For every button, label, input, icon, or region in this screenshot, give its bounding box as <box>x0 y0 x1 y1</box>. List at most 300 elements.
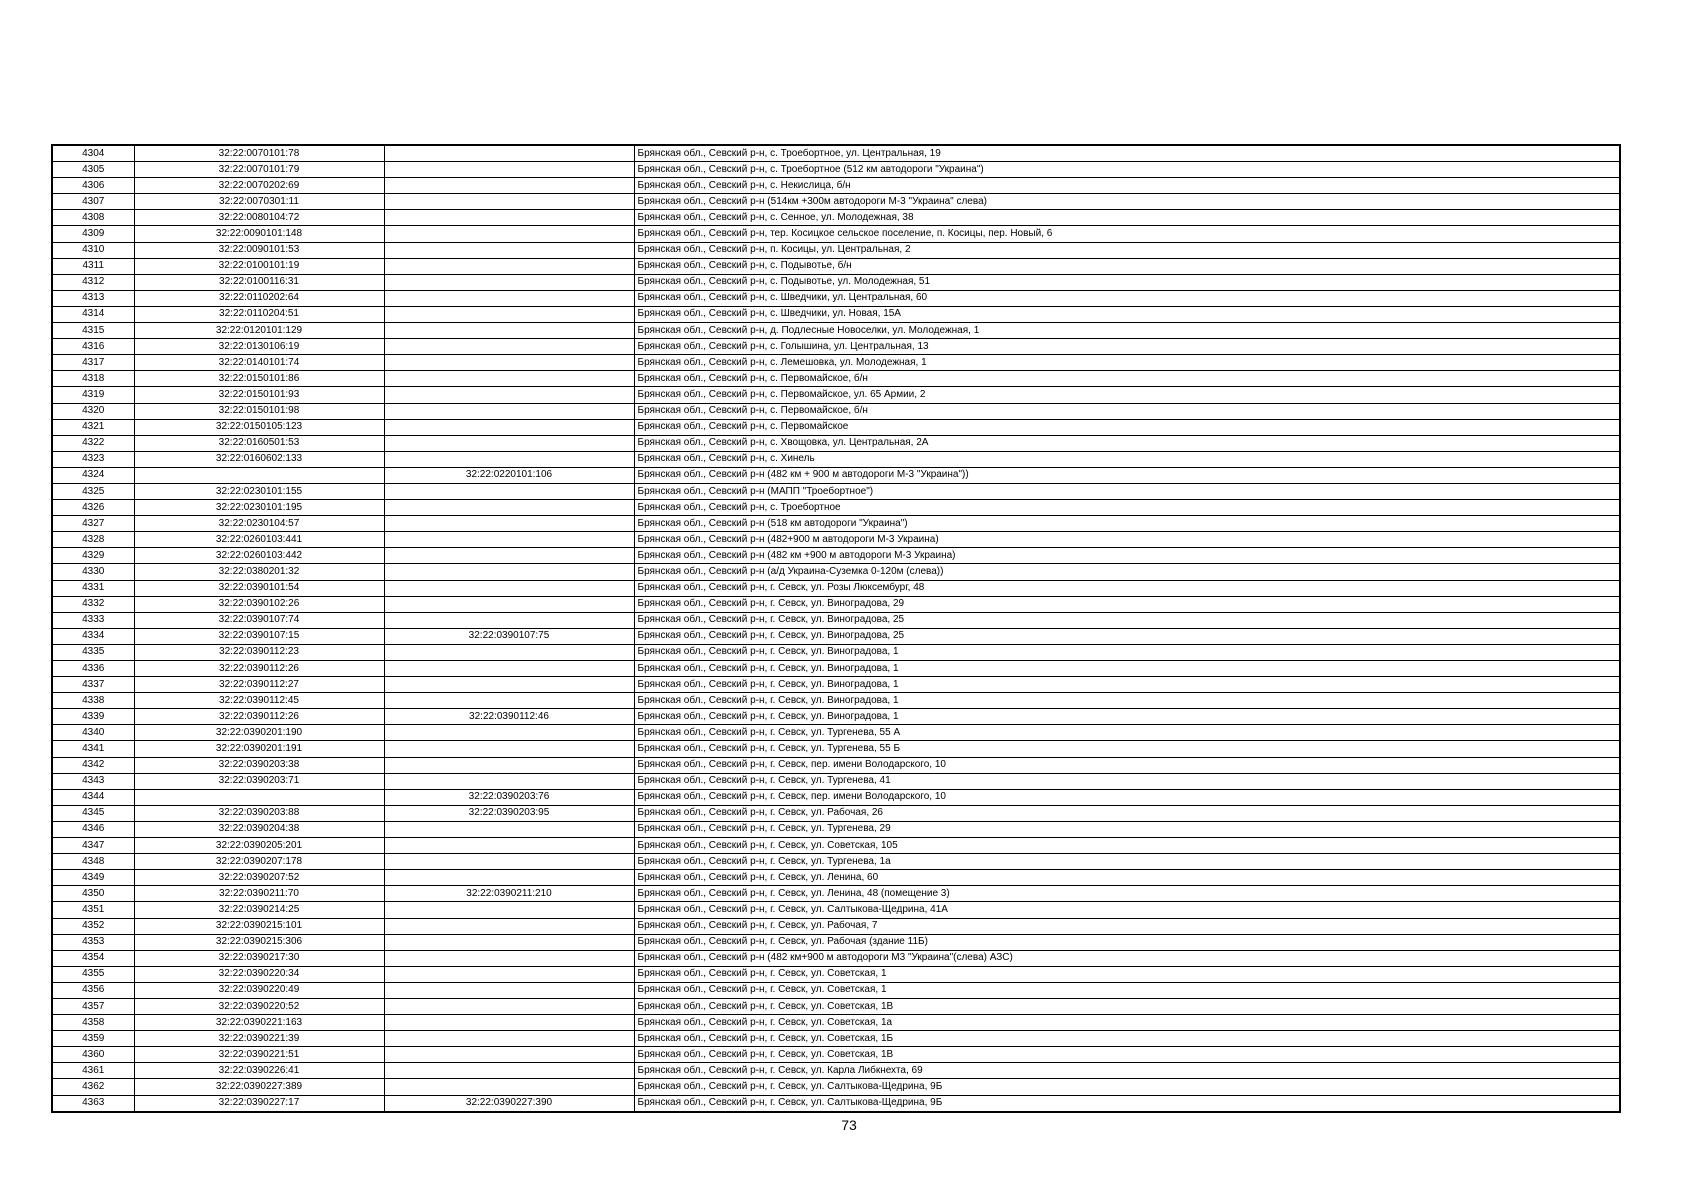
address-cell: Брянская обл., Севский р-н, г. Севск, ул. Розы Люксембург, 48 <box>634 580 1620 596</box>
cadastral-number-cell: 32:22:0390217:30 <box>134 950 384 966</box>
table-row <box>52 725 1620 741</box>
row-number-cell: 4357 <box>52 998 134 1014</box>
table-row <box>52 966 1620 982</box>
row-number-cell: 4316 <box>52 339 134 355</box>
address-cell: Брянская обл., Севский р-н, г. Севск, ул. Тургенева, 29 <box>634 821 1620 837</box>
cadastral-number-cell <box>134 467 384 483</box>
cadastral-number-cell: 32:22:0390203:88 <box>134 805 384 821</box>
row-number-cell: 4309 <box>52 226 134 242</box>
table-row <box>52 950 1620 966</box>
table-row <box>52 757 1620 773</box>
row-number-cell: 4308 <box>52 210 134 226</box>
address-cell: Брянская обл., Севский р-н, г. Севск, ул. Советская, 1 <box>634 966 1620 982</box>
parent-cadastral-cell <box>384 451 634 467</box>
address-cell: Брянская обл., Севский р-н (518 км автодороги "Украина") <box>634 516 1620 532</box>
address-cell: Брянская обл., Севский р-н, г. Севск, ул. Ленина, 60 <box>634 870 1620 886</box>
table-row <box>52 709 1620 725</box>
parent-cadastral-cell <box>384 483 634 499</box>
row-number-cell: 4323 <box>52 451 134 467</box>
row-number-cell: 4317 <box>52 355 134 371</box>
parent-cadastral-cell <box>384 162 634 178</box>
cadastral-number-cell: 32:22:0150101:93 <box>134 387 384 403</box>
parent-cadastral-cell <box>384 306 634 322</box>
table-row <box>52 339 1620 355</box>
table-row <box>52 998 1620 1014</box>
cadastral-number-cell: 32:22:0380201:32 <box>134 564 384 580</box>
row-number-cell: 4318 <box>52 371 134 387</box>
parent-cadastral-cell <box>384 773 634 789</box>
address-cell: Брянская обл., Севский р-н (482 км + 900 м автодороги М-3 "Украина")) <box>634 467 1620 483</box>
table-row <box>52 644 1620 660</box>
cadastral-number-cell: 32:22:0130106:19 <box>134 339 384 355</box>
row-number-cell: 4334 <box>52 628 134 644</box>
address-cell: Брянская обл., Севский р-н, г. Севск, ул. Рабочая (здание 11Б) <box>634 934 1620 950</box>
address-cell: Брянская обл., Севский р-н, с. Первомайское, б/н <box>634 403 1620 419</box>
cadastral-number-cell: 32:22:0260103:441 <box>134 532 384 548</box>
table-row <box>52 661 1620 677</box>
parent-cadastral-cell <box>384 1031 634 1047</box>
parent-cadastral-cell <box>384 532 634 548</box>
address-cell: Брянская обл., Севский р-н, г. Севск, ул. Рабочая, 26 <box>634 805 1620 821</box>
row-number-cell: 4330 <box>52 564 134 580</box>
row-number-cell: 4325 <box>52 483 134 499</box>
row-number-cell: 4340 <box>52 725 134 741</box>
table-row <box>52 306 1620 322</box>
address-cell: Брянская обл., Севский р-н, г. Севск, ул. Карла Либкнехта, 69 <box>634 1063 1620 1079</box>
parent-cadastral-cell <box>384 918 634 934</box>
address-cell: Брянская обл., Севский р-н, г. Севск, пер. имени Володарского, 10 <box>634 757 1620 773</box>
parent-cadastral-cell <box>384 677 634 693</box>
parent-cadastral-cell <box>384 950 634 966</box>
row-number-cell: 4361 <box>52 1063 134 1079</box>
address-cell: Брянская обл., Севский р-н, г. Севск, ул. Виноградова, 1 <box>634 661 1620 677</box>
cadastral-number-cell: 32:22:0070301:11 <box>134 194 384 210</box>
address-cell: Брянская обл., Севский р-н, с. Троебортное <box>634 500 1620 516</box>
address-cell: Брянская обл., Севский р-н, г. Севск, ул. Салтыкова-Щедрина, 41А <box>634 902 1620 918</box>
address-cell: Брянская обл., Севский р-н, г. Севск, ул. Салтыкова-Щедрина, 9Б <box>634 1095 1620 1112</box>
address-cell: Брянская обл., Севский р-н, с. Подывотье, ул. Молодежная, 51 <box>634 274 1620 290</box>
row-number-cell: 4350 <box>52 886 134 902</box>
table-row <box>52 483 1620 499</box>
table-row <box>52 1047 1620 1063</box>
row-number-cell: 4363 <box>52 1095 134 1112</box>
parent-cadastral-cell <box>384 644 634 660</box>
cadastral-number-cell: 32:22:0120101:129 <box>134 323 384 339</box>
row-number-cell: 4315 <box>52 323 134 339</box>
address-cell: Брянская обл., Севский р-н, г. Севск, ул. Советская, 1 <box>634 982 1620 998</box>
address-cell: Брянская обл., Севский р-н, г. Севск, ул. Виноградова, 1 <box>634 709 1620 725</box>
row-number-cell: 4310 <box>52 242 134 258</box>
table-row <box>52 1095 1620 1112</box>
address-cell: Брянская обл., Севский р-н, г. Севск, ул. Тургенева, 55 А <box>634 725 1620 741</box>
page-number: 73 <box>841 1117 857 1133</box>
cadastral-number-cell: 32:22:0390204:38 <box>134 821 384 837</box>
table-row <box>52 451 1620 467</box>
cadastral-number-cell: 32:22:0390226:41 <box>134 1063 384 1079</box>
row-number-cell: 4320 <box>52 403 134 419</box>
parent-cadastral-cell <box>384 580 634 596</box>
cadastral-number-cell: 32:22:0390112:26 <box>134 709 384 725</box>
parent-cadastral-cell: 32:22:0390112:46 <box>384 709 634 725</box>
row-number-cell: 4324 <box>52 467 134 483</box>
parent-cadastral-cell: 32:22:0390227:390 <box>384 1095 634 1112</box>
row-number-cell: 4348 <box>52 854 134 870</box>
row-number-cell: 4359 <box>52 1031 134 1047</box>
cadastral-number-cell: 32:22:0390101:54 <box>134 580 384 596</box>
parent-cadastral-cell <box>384 500 634 516</box>
parent-cadastral-cell <box>384 548 634 564</box>
cadastral-number-cell: 32:22:0390112:45 <box>134 693 384 709</box>
parent-cadastral-cell <box>384 693 634 709</box>
table-row <box>52 596 1620 612</box>
table-row <box>52 1079 1620 1095</box>
table-row <box>52 178 1620 194</box>
parent-cadastral-cell <box>384 371 634 387</box>
parent-cadastral-cell <box>384 226 634 242</box>
table-row <box>52 773 1620 789</box>
parent-cadastral-cell <box>384 516 634 532</box>
cadastral-number-cell: 32:22:0390207:178 <box>134 854 384 870</box>
cadastral-number-cell: 32:22:0390211:70 <box>134 886 384 902</box>
parent-cadastral-cell <box>384 902 634 918</box>
table-row <box>52 500 1620 516</box>
cadastral-number-cell: 32:22:0390102:26 <box>134 596 384 612</box>
row-number-cell: 4338 <box>52 693 134 709</box>
parent-cadastral-cell <box>384 387 634 403</box>
cadastral-number-cell: 32:22:0230104:57 <box>134 516 384 532</box>
parent-cadastral-cell <box>384 435 634 451</box>
cadastral-number-cell: 32:22:0390112:23 <box>134 644 384 660</box>
parent-cadastral-cell <box>384 194 634 210</box>
address-cell: Брянская обл., Севский р-н, с. Лемешовка, ул. Молодежная, 1 <box>634 355 1620 371</box>
address-cell: Брянская обл., Севский р-н, д. Подлесные Новоселки, ул. Молодежная, 1 <box>634 323 1620 339</box>
cadastral-number-cell: 32:22:0390214:25 <box>134 902 384 918</box>
table-row <box>52 467 1620 483</box>
row-number-cell: 4355 <box>52 966 134 982</box>
table-row <box>52 1015 1620 1031</box>
table-row <box>52 419 1620 435</box>
table-row <box>52 870 1620 886</box>
cadastral-number-cell: 32:22:0390221:163 <box>134 1015 384 1031</box>
table-row <box>52 854 1620 870</box>
cadastral-number-cell: 32:22:0390107:74 <box>134 612 384 628</box>
parent-cadastral-cell <box>384 145 634 162</box>
parent-cadastral-cell <box>384 998 634 1014</box>
parent-cadastral-cell <box>384 178 634 194</box>
parent-cadastral-cell <box>384 1079 634 1095</box>
table-row <box>52 290 1620 306</box>
cadastral-number-cell: 32:22:0090101:53 <box>134 242 384 258</box>
table-row <box>52 1031 1620 1047</box>
row-number-cell: 4314 <box>52 306 134 322</box>
cadastral-number-cell: 32:22:0390221:51 <box>134 1047 384 1063</box>
cadastral-number-cell: 32:22:0100116:31 <box>134 274 384 290</box>
table-row <box>52 516 1620 532</box>
address-cell: Брянская обл., Севский р-н (482 км+900 м автодороги М3 "Украина"(слева) АЗС) <box>634 950 1620 966</box>
table-row <box>52 371 1620 387</box>
row-number-cell: 4331 <box>52 580 134 596</box>
address-cell: Брянская обл., Севский р-н, с. Шведчики, ул. Новая, 15А <box>634 306 1620 322</box>
parent-cadastral-cell <box>384 403 634 419</box>
cadastral-number-cell: 32:22:0100101:19 <box>134 258 384 274</box>
row-number-cell: 4342 <box>52 757 134 773</box>
table-row <box>52 821 1620 837</box>
table-row <box>52 789 1620 805</box>
address-cell: Брянская обл., Севский р-н, с. Некислица, б/н <box>634 178 1620 194</box>
row-number-cell: 4351 <box>52 902 134 918</box>
row-number-cell: 4322 <box>52 435 134 451</box>
table-row <box>52 741 1620 757</box>
cadastral-number-cell: 32:22:0140101:74 <box>134 355 384 371</box>
address-cell: Брянская обл., Севский р-н, п. Косицы, ул. Центральная, 2 <box>634 242 1620 258</box>
row-number-cell: 4329 <box>52 548 134 564</box>
parent-cadastral-cell <box>384 982 634 998</box>
cadastral-number-cell: 32:22:0390112:27 <box>134 677 384 693</box>
table-row <box>52 612 1620 628</box>
address-cell: Брянская обл., Севский р-н, с. Троебортное (512 км автодороги "Украина") <box>634 162 1620 178</box>
row-number-cell: 4307 <box>52 194 134 210</box>
table-row <box>52 145 1620 162</box>
cadastral-number-cell: 32:22:0390227:389 <box>134 1079 384 1095</box>
row-number-cell: 4321 <box>52 419 134 435</box>
row-number-cell: 4362 <box>52 1079 134 1095</box>
address-cell: Брянская обл., Севский р-н, с. Хвощовка, ул. Центральная, 2А <box>634 435 1620 451</box>
address-cell: Брянская обл., Севский р-н, г. Севск, ул. Виноградова, 25 <box>634 628 1620 644</box>
parent-cadastral-cell <box>384 1063 634 1079</box>
parent-cadastral-cell <box>384 870 634 886</box>
table-row <box>52 532 1620 548</box>
cadastral-number-cell: 32:22:0390220:52 <box>134 998 384 1014</box>
row-number-cell: 4335 <box>52 644 134 660</box>
cadastral-number-cell: 32:22:0390215:306 <box>134 934 384 950</box>
row-number-cell: 4319 <box>52 387 134 403</box>
table-row <box>52 403 1620 419</box>
cadastral-number-cell: 32:22:0390215:101 <box>134 918 384 934</box>
parent-cadastral-cell <box>384 339 634 355</box>
row-number-cell: 4354 <box>52 950 134 966</box>
row-number-cell: 4305 <box>52 162 134 178</box>
cadastral-number-cell: 32:22:0390201:190 <box>134 725 384 741</box>
parent-cadastral-cell: 32:22:0220101:106 <box>384 467 634 483</box>
parent-cadastral-cell <box>384 661 634 677</box>
parent-cadastral-cell <box>384 934 634 950</box>
parent-cadastral-cell <box>384 419 634 435</box>
registry-table <box>51 144 1621 1113</box>
cadastral-number-cell: 32:22:0390227:17 <box>134 1095 384 1112</box>
table-row <box>52 628 1620 644</box>
address-cell: Брянская обл., Севский р-н (МАПП "Троебортное") <box>634 483 1620 499</box>
parent-cadastral-cell <box>384 210 634 226</box>
address-cell: Брянская обл., Севский р-н, г. Севск, ул. Виноградова, 1 <box>634 644 1620 660</box>
cadastral-number-cell: 32:22:0390201:191 <box>134 741 384 757</box>
cadastral-number-cell: 32:22:0150101:86 <box>134 371 384 387</box>
row-number-cell: 4326 <box>52 500 134 516</box>
row-number-cell: 4327 <box>52 516 134 532</box>
table-row <box>52 323 1620 339</box>
row-number-cell: 4345 <box>52 805 134 821</box>
table-row <box>52 162 1620 178</box>
row-number-cell: 4328 <box>52 532 134 548</box>
address-cell: Брянская обл., Севский р-н, г. Севск, ул. Салтыкова-Щедрина, 9Б <box>634 1079 1620 1095</box>
cadastral-number-cell <box>134 789 384 805</box>
address-cell: Брянская обл., Севский р-н, с. Первомайское <box>634 419 1620 435</box>
parent-cadastral-cell <box>384 290 634 306</box>
cadastral-number-cell: 32:22:0080104:72 <box>134 210 384 226</box>
row-number-cell: 4352 <box>52 918 134 934</box>
table-row <box>52 242 1620 258</box>
address-cell: Брянская обл., Севский р-н (514км +300м автодороги М-3 "Украина" слева) <box>634 194 1620 210</box>
parent-cadastral-cell <box>384 612 634 628</box>
row-number-cell: 4332 <box>52 596 134 612</box>
cadastral-number-cell: 32:22:0230101:155 <box>134 483 384 499</box>
parent-cadastral-cell <box>384 355 634 371</box>
row-number-cell: 4312 <box>52 274 134 290</box>
address-cell: Брянская обл., Севский р-н, г. Севск, ул. Советская, 1В <box>634 998 1620 1014</box>
row-number-cell: 4304 <box>52 145 134 162</box>
parent-cadastral-cell <box>384 838 634 854</box>
parent-cadastral-cell <box>384 741 634 757</box>
cadastral-number-cell: 32:22:0150101:98 <box>134 403 384 419</box>
address-cell: Брянская обл., Севский р-н, г. Севск, ул. Ленина, 48 (помещение 3) <box>634 886 1620 902</box>
parent-cadastral-cell <box>384 564 634 580</box>
parent-cadastral-cell: 32:22:0390107:75 <box>384 628 634 644</box>
address-cell: Брянская обл., Севский р-н (482 км +900 м автодороги М-3 Украина) <box>634 548 1620 564</box>
table-row <box>52 564 1620 580</box>
cadastral-number-cell: 32:22:0390203:71 <box>134 773 384 789</box>
row-number-cell: 4336 <box>52 661 134 677</box>
row-number-cell: 4349 <box>52 870 134 886</box>
table-row <box>52 226 1620 242</box>
address-cell: Брянская обл., Севский р-н, г. Севск, ул. Рабочая, 7 <box>634 918 1620 934</box>
table-row <box>52 1063 1620 1079</box>
row-number-cell: 4337 <box>52 677 134 693</box>
cadastral-number-cell: 32:22:0110204:51 <box>134 306 384 322</box>
cadastral-number-cell: 32:22:0160602:133 <box>134 451 384 467</box>
address-cell: Брянская обл., Севский р-н, г. Севск, ул. Советская, 1Б <box>634 1031 1620 1047</box>
row-number-cell: 4360 <box>52 1047 134 1063</box>
parent-cadastral-cell <box>384 596 634 612</box>
parent-cadastral-cell: 32:22:0390203:95 <box>384 805 634 821</box>
cadastral-number-cell: 32:22:0090101:148 <box>134 226 384 242</box>
address-cell: Брянская обл., Севский р-н, г. Севск, ул. Виноградова, 1 <box>634 693 1620 709</box>
table-row <box>52 838 1620 854</box>
parent-cadastral-cell <box>384 1015 634 1031</box>
registry-table-body <box>52 145 1620 1112</box>
table-row <box>52 677 1620 693</box>
address-cell: Брянская обл., Севский р-н, с. Сенное, ул. Молодежная, 38 <box>634 210 1620 226</box>
row-number-cell: 4343 <box>52 773 134 789</box>
table-row <box>52 805 1620 821</box>
table-row <box>52 355 1620 371</box>
address-cell: Брянская обл., Севский р-н, с. Первомайское, б/н <box>634 371 1620 387</box>
cadastral-number-cell: 32:22:0390220:34 <box>134 966 384 982</box>
parent-cadastral-cell <box>384 274 634 290</box>
cadastral-number-cell: 32:22:0390207:52 <box>134 870 384 886</box>
address-cell: Брянская обл., Севский р-н, г. Севск, ул. Виноградова, 1 <box>634 677 1620 693</box>
row-number-cell: 4353 <box>52 934 134 950</box>
table-row <box>52 194 1620 210</box>
cadastral-number-cell: 32:22:0390203:38 <box>134 757 384 773</box>
cadastral-number-cell: 32:22:0390220:49 <box>134 982 384 998</box>
table-row <box>52 548 1620 564</box>
parent-cadastral-cell <box>384 725 634 741</box>
cadastral-number-cell: 32:22:0390112:26 <box>134 661 384 677</box>
address-cell: Брянская обл., Севский р-н, г. Севск, ул. Тургенева, 55 Б <box>634 741 1620 757</box>
address-cell: Брянская обл., Севский р-н, г. Севск, ул. Виноградова, 25 <box>634 612 1620 628</box>
address-cell: Брянская обл., Севский р-н, тер. Косицкое сельское поселение, п. Косицы, пер. Новый, 6 <box>634 226 1620 242</box>
table-row <box>52 886 1620 902</box>
parent-cadastral-cell <box>384 854 634 870</box>
table-row <box>52 902 1620 918</box>
parent-cadastral-cell: 32:22:0390203:76 <box>384 789 634 805</box>
table-row <box>52 918 1620 934</box>
parent-cadastral-cell <box>384 323 634 339</box>
address-cell: Брянская обл., Севский р-н, г. Севск, пер. имени Володарского, 10 <box>634 789 1620 805</box>
row-number-cell: 4339 <box>52 709 134 725</box>
row-number-cell: 4311 <box>52 258 134 274</box>
cadastral-number-cell: 32:22:0150105:123 <box>134 419 384 435</box>
cadastral-number-cell: 32:22:0110202:64 <box>134 290 384 306</box>
address-cell: Брянская обл., Севский р-н, г. Севск, ул. Тургенева, 41 <box>634 773 1620 789</box>
cadastral-number-cell: 32:22:0390221:39 <box>134 1031 384 1047</box>
parent-cadastral-cell <box>384 821 634 837</box>
address-cell: Брянская обл., Севский р-н (482+900 м автодороги М-3 Украина) <box>634 532 1620 548</box>
row-number-cell: 4344 <box>52 789 134 805</box>
address-cell: Брянская обл., Севский р-н, с. Троебортное, ул. Центральная, 19 <box>634 145 1620 162</box>
row-number-cell: 4341 <box>52 741 134 757</box>
row-number-cell: 4333 <box>52 612 134 628</box>
table-row <box>52 982 1620 998</box>
row-number-cell: 4358 <box>52 1015 134 1031</box>
table-row <box>52 435 1620 451</box>
row-number-cell: 4356 <box>52 982 134 998</box>
cadastral-number-cell: 32:22:0070202:69 <box>134 178 384 194</box>
parent-cadastral-cell <box>384 242 634 258</box>
cadastral-number-cell: 32:22:0230101:195 <box>134 500 384 516</box>
address-cell: Брянская обл., Севский р-н, г. Севск, ул. Тургенева, 1а <box>634 854 1620 870</box>
table-row <box>52 387 1620 403</box>
table-row <box>52 693 1620 709</box>
parent-cadastral-cell <box>384 966 634 982</box>
parent-cadastral-cell: 32:22:0390211:210 <box>384 886 634 902</box>
address-cell: Брянская обл., Севский р-н, с. Хинель <box>634 451 1620 467</box>
address-cell: Брянская обл., Севский р-н, г. Севск, ул. Виноградова, 29 <box>634 596 1620 612</box>
parent-cadastral-cell <box>384 258 634 274</box>
table-row <box>52 258 1620 274</box>
address-cell: Брянская обл., Севский р-н, г. Севск, ул. Советская, 1а <box>634 1015 1620 1031</box>
row-number-cell: 4346 <box>52 821 134 837</box>
cadastral-number-cell: 32:22:0070101:79 <box>134 162 384 178</box>
cadastral-number-cell: 32:22:0260103:442 <box>134 548 384 564</box>
row-number-cell: 4313 <box>52 290 134 306</box>
table-row <box>52 210 1620 226</box>
table-row <box>52 934 1620 950</box>
address-cell: Брянская обл., Севский р-н, с. Шведчики, ул. Центральная, 60 <box>634 290 1620 306</box>
cadastral-number-cell: 32:22:0160501:53 <box>134 435 384 451</box>
address-cell: Брянская обл., Севский р-н, с. Подывотье, б/н <box>634 258 1620 274</box>
parent-cadastral-cell <box>384 757 634 773</box>
address-cell: Брянская обл., Севский р-н (а/д Украина-Суземка 0-120м (слева)) <box>634 564 1620 580</box>
address-cell: Брянская обл., Севский р-н, г. Севск, ул. Советская, 1В <box>634 1047 1620 1063</box>
table-row <box>52 580 1620 596</box>
parent-cadastral-cell <box>384 1047 634 1063</box>
row-number-cell: 4347 <box>52 838 134 854</box>
cadastral-number-cell: 32:22:0390205:201 <box>134 838 384 854</box>
cadastral-number-cell: 32:22:0070101:78 <box>134 145 384 162</box>
row-number-cell: 4306 <box>52 178 134 194</box>
cadastral-number-cell: 32:22:0390107:15 <box>134 628 384 644</box>
address-cell: Брянская обл., Севский р-н, г. Севск, ул. Советская, 105 <box>634 838 1620 854</box>
